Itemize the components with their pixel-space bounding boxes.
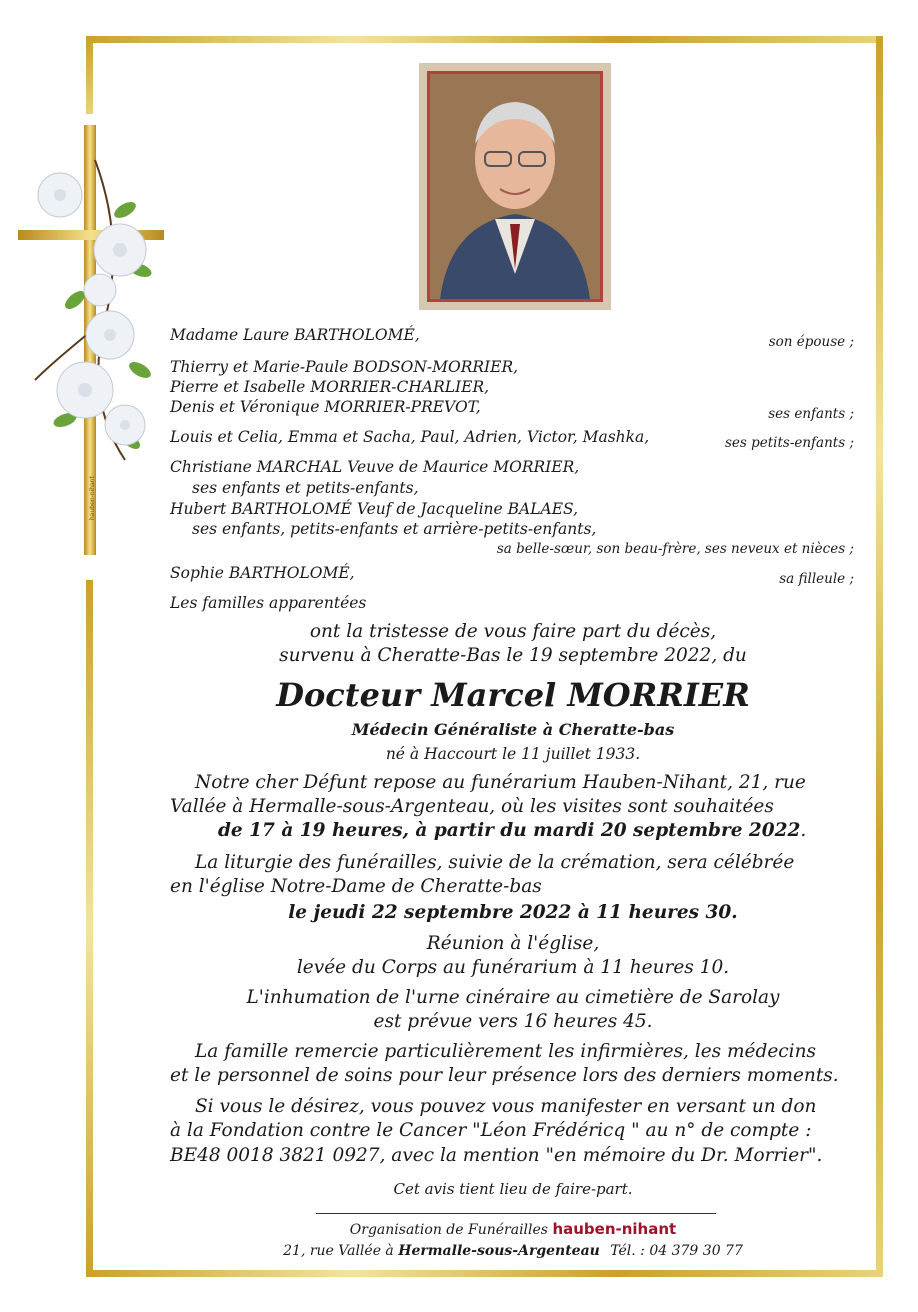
body-line: BE48 0018 3821 0927, avec la mention "en mémoire du Dr. Morrier". [170,1145,823,1166]
footer-org [170,1220,856,1238]
body-line: levée du Corps au funérarium à 11 heures 10. [296,957,730,978]
family-role: sa filleule ; [779,571,854,587]
gold-frame-left-top [86,36,93,114]
footer-address-prefix: 21, rue Vallée à [283,1243,394,1259]
family-role: ses enfants ; [768,406,854,422]
family-line: Pierre et Isabelle MORRIER-CHARLIER, [170,378,490,396]
punctuation: . [800,820,807,841]
portrait-photo [419,63,611,310]
family-line: Hubert BARTHOLOMÉ Veuf de Jacqueline BALAES, [170,500,579,518]
family-line: Sophie BARTHOLOMÉ, [170,564,355,582]
body-line [218,820,806,841]
family-line: ses enfants, petits-enfants et arrière-petits-enfants, [192,520,597,538]
family-line: Louis et Celia, Emma et Sacha, Paul, Adrien, Victor, Mashka, [170,428,650,446]
footer-address-city: Hermalle-sous-Argenteau [398,1243,600,1259]
deceased-title: Médecin Généraliste à Cheratte-bas [351,720,675,739]
gold-frame-left-bottom [86,580,93,1277]
footer-divider [316,1213,716,1214]
body-line: La liturgie des funérailles, suivie de la crémation, sera célébrée [195,852,795,873]
deceased-birth: né à Haccourt le 11 juillet 1933. [385,745,641,763]
family-line: Madame Laure BARTHOLOMÉ, [170,326,420,344]
announce-line: survenu à Cheratte-Bas le 19 septembre 2022, du [279,645,747,666]
watermark-text: hauben-nihant [89,476,96,520]
visit-hours: de 17 à 19 heures, à partir du mardi 20 septembre 2022 [218,820,801,841]
cross-with-flowers-icon [15,120,165,560]
gold-frame-right [876,36,883,1277]
footer-address [170,1243,856,1259]
family-role: sa belle-sœur, son beau-frère, ses neveux et nièces ; [496,541,854,557]
body-line: et le personnel de soins pour leur présence lors des derniers moments. [170,1065,839,1086]
deceased-name: Docteur Marcel MORRIER [276,676,750,714]
gold-frame-bottom [86,1270,882,1277]
ceremony-date: le jeudi 22 septembre 2022 à 11 heures 30. [288,902,738,923]
body-line: La famille remercie particulièrement les infirmières, les médecins [195,1041,816,1062]
body-line: Réunion à l'église, [426,933,600,954]
family-line: Christiane MARCHAL Veuve de Maurice MORRIER, [170,458,580,476]
announce-line: ont la tristesse de vous faire part du décès, [309,621,717,642]
brand-logo: hauben-nihant [552,1220,677,1238]
body-line: est prévue vers 16 heures 45. [373,1011,653,1032]
portrait-image [430,74,600,299]
body-line: Vallée à Hermalle-sous-Argenteau, où les visites sont souhaitées [170,796,774,817]
gold-frame-top [86,36,882,43]
family-line: Thierry et Marie-Paule BODSON-MORRIER, [170,358,519,376]
family-line: ses enfants et petits-enfants, [192,479,419,497]
footer-phone: Tél. : 04 379 30 77 [610,1243,743,1259]
body-line: L'inhumation de l'urne cinéraire au cimetière de Sarolay [246,987,780,1008]
footer-org-label: Organisation de Funérailles [349,1222,548,1238]
body-line: Notre cher Défunt repose au funérarium Hauben-Nihant, 21, rue [195,772,806,793]
family-line: Les familles apparentées [170,594,367,612]
family-line: Denis et Véronique MORRIER-PREVOT, [170,398,481,416]
body-line: à la Fondation contre le Cancer "Léon Frédéricq " au n° de compte : [170,1120,812,1141]
family-role: son épouse ; [768,334,854,350]
body-line: Si vous le désirez, vous pouvez vous manifester en versant un don [195,1096,817,1117]
closing-note: Cet avis tient lieu de faire-part. [393,1180,633,1198]
family-role: ses petits-enfants ; [724,435,854,451]
body-line: en l'église Notre-Dame de Cheratte-bas [170,876,542,897]
